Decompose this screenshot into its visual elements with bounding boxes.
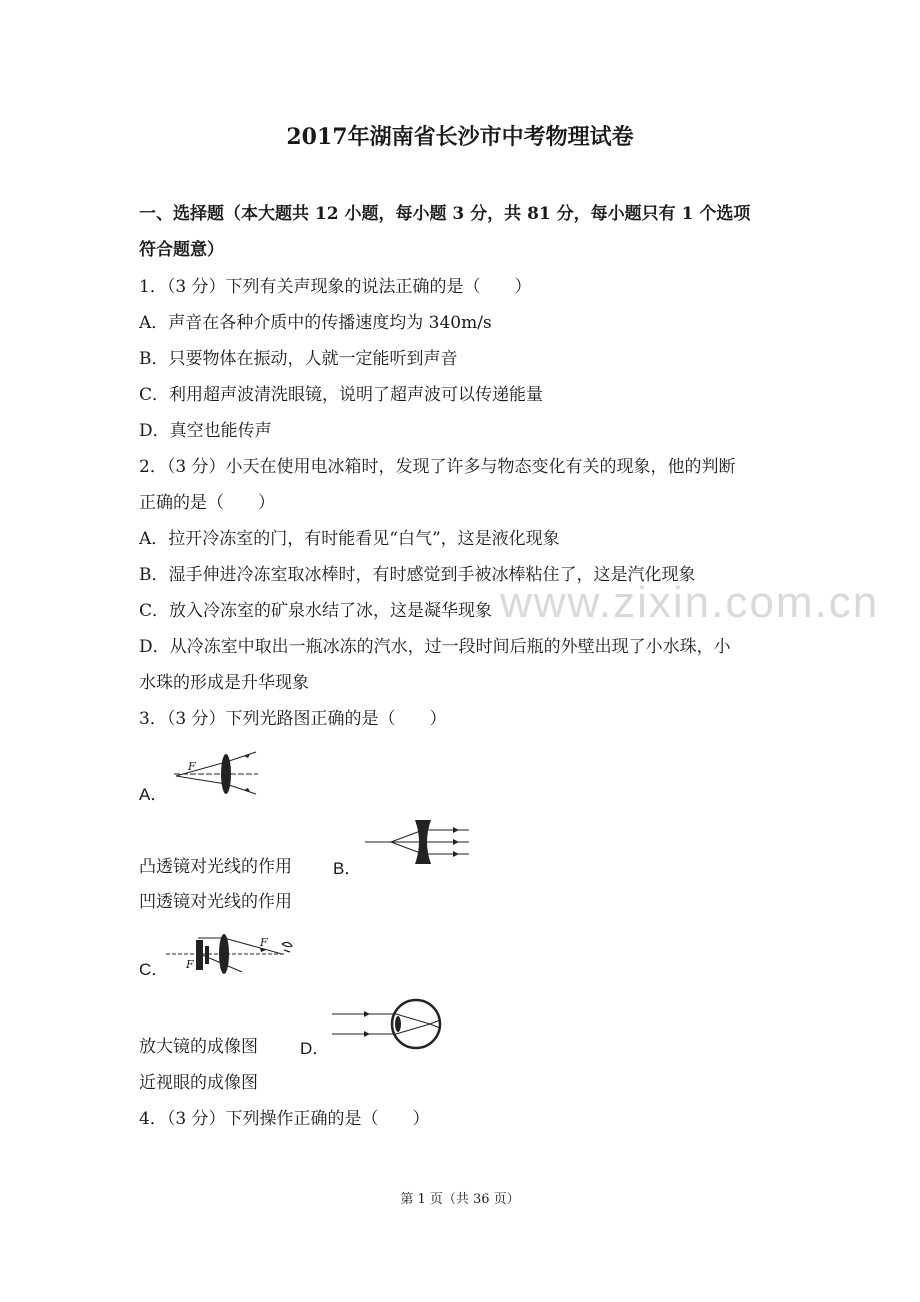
q3-option-b-letter: B．	[333, 859, 362, 878]
q3-stem: 3．（3 分）下列光路图正确的是（ ）	[139, 709, 447, 729]
magnifier-figure	[164, 930, 296, 976]
concave-lens-figure	[365, 818, 473, 866]
section-heading-line1: 一、选择题（本大题共 12 小题，每小题 3 分，共 81 分，每小题只有 1 个选项	[139, 204, 751, 224]
section-heading-line2: 符合题意）	[139, 240, 224, 260]
convex-lens-figure	[170, 750, 262, 802]
q3-option-d-letter: D．	[300, 1039, 330, 1058]
q2-option-a: A．拉开冷冻室的门，有时能看见“白气”，这是液化现象	[139, 529, 560, 549]
q1-option-d: D．真空也能传声	[139, 421, 272, 441]
svg-text:F: F	[186, 958, 194, 971]
q3-option-b-caption: 凹透镜对光线的作用	[139, 892, 292, 912]
q2-option-b: B．湿手伸进冷冻室取冰棒时，有时感觉到手被冰棒粘住了，这是汽化现象	[139, 565, 696, 585]
q2-stem-line2: 正确的是（ ）	[139, 493, 275, 513]
myopia-eye-figure	[330, 996, 442, 1052]
q3-option-a-caption: 凸透镜对光线的作用	[139, 857, 292, 877]
q2-option-d-line2: 水珠的形成是升华现象	[139, 673, 309, 693]
q2-option-c: C．放入冷冻室的矿泉水结了冰，这是凝华现象	[139, 601, 493, 621]
q1-option-a: A．声音在各种介质中的传播速度均为 340m/s	[139, 313, 492, 333]
q1-option-c: C．利用超声波清洗眼镜，说明了超声波可以传递能量	[139, 385, 544, 405]
q3-option-a-letter: A．	[139, 785, 168, 804]
q1-option-b: B．只要物体在振动，人就一定能听到声音	[139, 349, 458, 369]
page-footer: 第 1 页（共 36 页）	[400, 1192, 520, 1207]
q4-stem: 4．（3 分）下列操作正确的是（ ）	[139, 1109, 430, 1129]
q2-option-d-line1: D．从冷冻室中取出一瓶冰冻的汽水，过一段时间后瓶的外壁出现了小水珠，小	[139, 637, 731, 657]
q3-option-c-caption: 放大镜的成像图	[139, 1037, 258, 1057]
q3-option-c-letter: C．	[139, 960, 169, 979]
q2-stem-line1: 2．（3 分）小天在使用电冰箱时，发现了许多与物态变化有关的现象，他的判断	[139, 457, 736, 477]
svg-text:F: F	[260, 936, 268, 949]
watermark: www.zixin.com.cn	[500, 578, 880, 627]
focus-label-f: F	[188, 760, 196, 773]
q3-option-d-caption: 近视眼的成像图	[139, 1073, 258, 1093]
page-title: 2017年湖南省长沙市中考物理试卷	[286, 124, 634, 150]
q1-stem: 1．（3 分）下列有关声现象的说法正确的是（ ）	[139, 277, 532, 297]
